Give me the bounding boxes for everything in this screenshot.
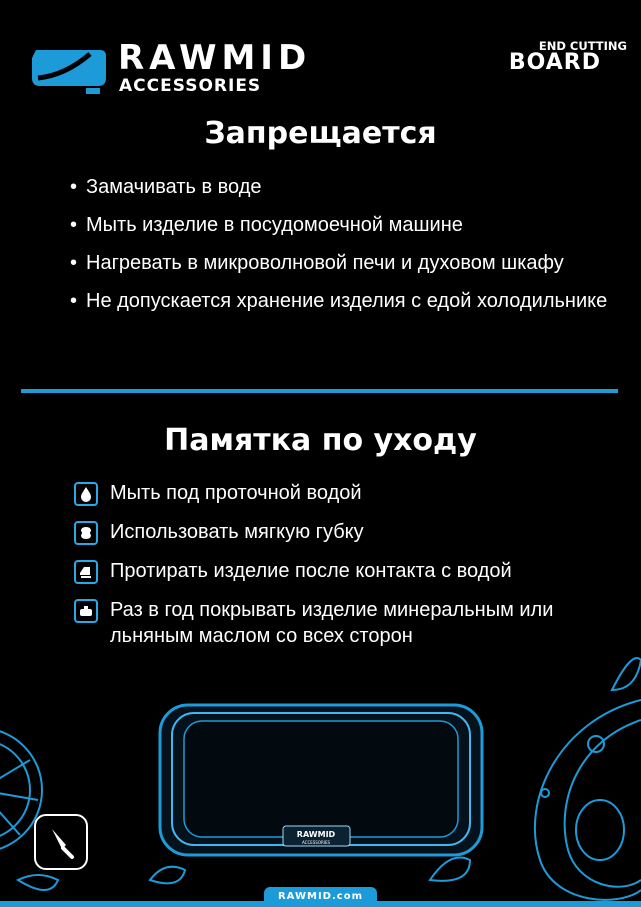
board-label: RAWMID [296,830,336,839]
product-type-big: BOARD [508,50,601,75]
cutting-board-illustration [160,705,482,855]
forbidden-list [70,174,610,326]
sponge-icon [74,521,98,545]
care-item [74,558,619,584]
header [0,0,641,110]
product-type-small: END CUTTING [538,39,627,53]
care-title: Памятка по уходу [164,423,477,458]
list-item: • Замачивать в воде [70,174,610,200]
oil-icon [74,599,98,623]
care-item-label: Протирать изделие после контакта с водой [110,560,512,582]
footer-website: RAWMID.com [264,887,377,907]
brand-logo-icon [28,44,108,98]
board-sublabel: ACCESSORIES [301,840,331,845]
water-drop-icon [74,482,98,506]
care-list [74,480,619,662]
care-item-label: Раз в год покрывать изделие минеральным или льняным маслом со всех сторон [110,599,554,647]
list-item: • Мыть изделие в посудомоечной машине [70,212,610,238]
care-item-label: Мыть под проточной водой [110,482,362,504]
care-item [74,480,619,506]
section-divider [21,389,618,393]
brand-name: RAWMID [118,38,312,78]
list-item: • Не допускается хранение изделия с едой холодильнике [70,288,610,314]
wipe-hand-icon [74,560,98,584]
care-item [74,519,619,545]
list-item: • Нагревать в микроволновой печи и духовом шкафу [70,250,610,276]
knife-icon [34,814,88,870]
brand-subtitle: ACCESSORIES [119,76,262,96]
care-item-label: Использовать мягкую губку [110,521,364,543]
care-item [74,597,619,649]
forbidden-title: Запрещается [204,116,437,151]
